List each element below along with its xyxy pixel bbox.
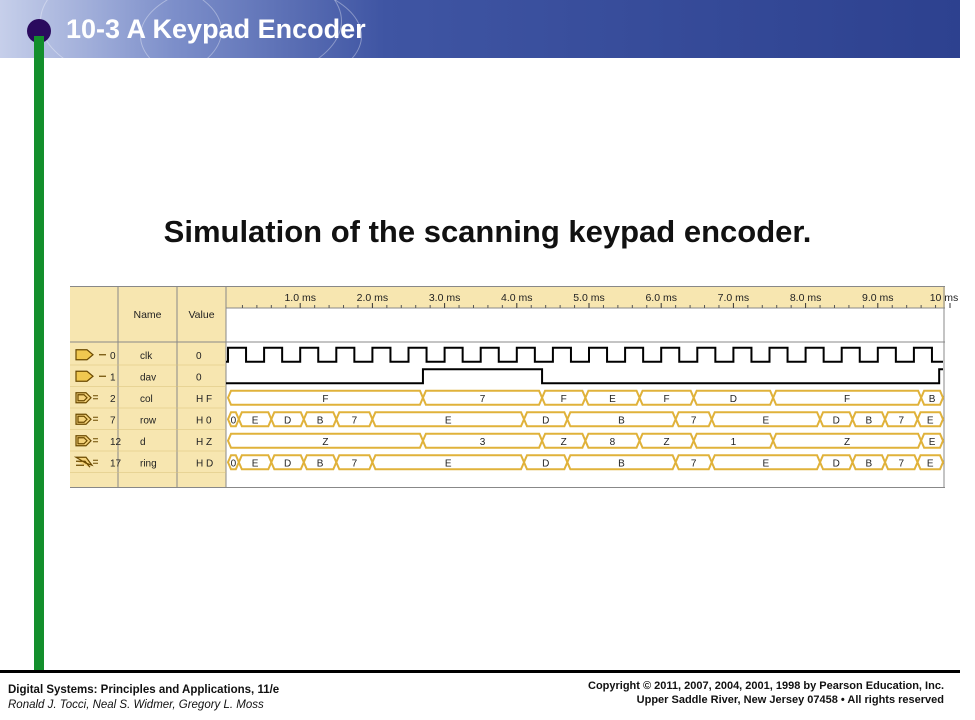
bus-value-label: B: [618, 458, 625, 470]
bus-value-label: 7: [351, 458, 358, 470]
time-tick-label: 1.0 ms: [284, 292, 316, 304]
bus-value-label: 8: [609, 436, 616, 448]
bus-value-label: 0: [230, 458, 237, 470]
bus-value-label: 3: [479, 436, 486, 448]
bus-value-label: 0: [230, 415, 237, 427]
bus-value-label: E: [762, 415, 770, 427]
value-column-header: Value: [188, 309, 215, 321]
bus-value-label: 7: [351, 415, 358, 427]
title-banner: [0, 0, 960, 58]
slide-title: 10-3 A Keypad Encoder: [66, 14, 366, 44]
bus-value-label: 1: [730, 436, 737, 448]
bus-value-label: D: [832, 458, 840, 470]
signal-name: col: [140, 393, 153, 405]
bus-value-label: F: [560, 393, 567, 405]
signal-name: d: [140, 436, 146, 448]
signal-index: 1: [110, 372, 116, 384]
signal-name: row: [140, 415, 157, 427]
signal-name: ring: [140, 458, 157, 470]
figure-caption: Simulation of the scanning keypad encoder.: [163, 214, 812, 249]
bus-value-label: D: [542, 458, 550, 470]
time-tick-label: 3.0 ms: [428, 292, 461, 304]
time-tick-label: 4.0 ms: [501, 292, 533, 304]
book-authors: Ronald J. Tocci, Neal S. Widmer, Gregory L. Moss: [8, 699, 264, 711]
bus-value-label: E: [928, 436, 936, 448]
signal-index: 0: [110, 350, 116, 362]
bus-value-label: D: [283, 458, 292, 470]
signal-value: H Z: [196, 436, 213, 448]
bus-value-label: Z: [322, 436, 329, 448]
bus-value-label: E: [444, 458, 452, 470]
bus-value-label: Z: [663, 436, 670, 448]
bus-value-label: E: [926, 458, 934, 470]
time-tick-label: 6.0 ms: [645, 292, 677, 304]
bus-value-label: B: [316, 415, 324, 427]
signal-name: dav: [140, 372, 157, 384]
time-tick-label: 10 ms: [929, 292, 959, 304]
bus-value-label: B: [865, 415, 873, 427]
signal-value: H F: [196, 393, 213, 405]
signal-value: H D: [196, 458, 214, 470]
bus-value-label: 7: [479, 393, 486, 405]
signal-value: 0: [196, 372, 202, 384]
bus-value-label: E: [926, 415, 934, 427]
bus-value-label: B: [865, 458, 873, 470]
time-tick-label: 5.0 ms: [573, 292, 605, 304]
bus-value-label: 7: [690, 415, 697, 427]
signal-index: 7: [110, 415, 116, 427]
rights-notice: Upper Saddle River, New Jersey 07458 • All rights reserved: [636, 694, 944, 706]
bus-value-label: E: [762, 458, 770, 470]
copyright-notice: Copyright © 2011, 2007, 2004, 2001, 1998 by Pearson Education, Inc.: [588, 680, 944, 692]
bus-value-label: E: [251, 415, 259, 427]
bus-value-label: E: [609, 393, 616, 405]
bus-value-label: D: [729, 393, 738, 405]
bus-value-label: F: [844, 393, 851, 405]
bus-value-label: F: [663, 393, 670, 405]
name-column-header: Name: [133, 309, 162, 321]
signal-index: 12: [110, 436, 122, 448]
bus-value-label: B: [618, 415, 625, 427]
time-tick-label: 9.0 ms: [862, 292, 894, 304]
bus-value-label: F: [322, 393, 329, 405]
bus-value-label: 7: [690, 458, 697, 470]
waveform-simulation: [70, 286, 959, 488]
book-title: Digital Systems: Principles and Applications, 11/e: [8, 684, 280, 696]
bus-value-label: D: [542, 415, 550, 427]
bus-value-label: E: [444, 415, 452, 427]
bus-value-label: E: [251, 458, 259, 470]
bus-value-label: Z: [560, 436, 567, 448]
time-tick-label: 7.0 ms: [717, 292, 750, 304]
signal-value: 0: [196, 350, 202, 362]
signal-index: 17: [110, 458, 122, 470]
accent-bar: [34, 36, 44, 672]
signal-index: 2: [110, 393, 116, 405]
time-tick-label: 2.0 ms: [356, 292, 389, 304]
time-tick-label: 8.0 ms: [789, 292, 822, 304]
bus-value-label: D: [283, 415, 292, 427]
footer-rule: [0, 670, 960, 673]
bus-value-label: 7: [898, 458, 905, 470]
bus-value-label: Z: [844, 436, 851, 448]
bus-value-label: 7: [898, 415, 905, 427]
bus-value-label: B: [316, 458, 324, 470]
bus-value-label: D: [832, 415, 840, 427]
bus-value-label: B: [928, 393, 936, 405]
signal-value: H 0: [196, 415, 212, 427]
signal-name: clk: [140, 350, 153, 362]
